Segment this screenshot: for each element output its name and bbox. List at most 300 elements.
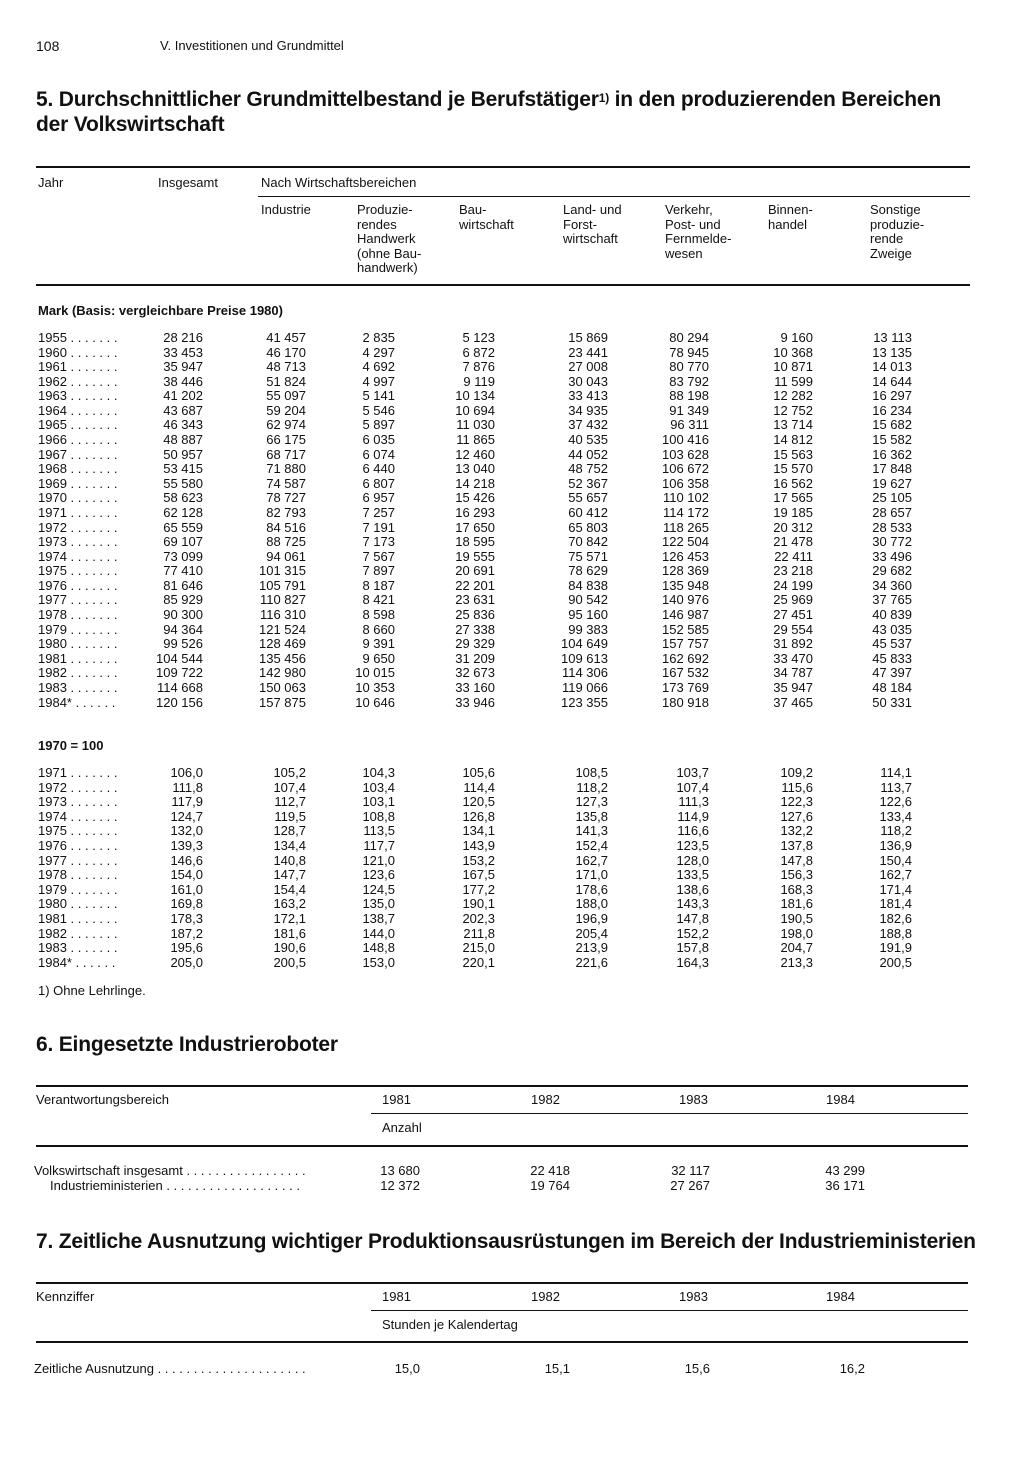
cell-handwerk: 4 997 (362, 373, 395, 389)
cell-handwerk: 7 191 (362, 519, 395, 535)
cell-insgesamt: 62 128 (163, 504, 203, 520)
table-row (0, 375, 1024, 390)
cell-verkehr: 80 294 (669, 330, 709, 345)
cell-bauwirtschaft: 33 946 (455, 694, 495, 710)
cell-bauwirtschaft: 120,5 (462, 794, 495, 810)
table-row (0, 331, 1024, 346)
cell-handwerk: 124,5 (362, 881, 395, 897)
cell-industrie: 128,7 (273, 823, 306, 839)
table5-group-rule (258, 196, 970, 197)
cell-industrie: 163,2 (273, 896, 306, 912)
cell-verkehr: 135 948 (662, 577, 709, 593)
cell-handwerk: 144,0 (362, 925, 395, 941)
cell-sonstige: 30 772 (872, 534, 912, 550)
cell-verkehr: 143,3 (676, 896, 709, 912)
cell-handwerk: 5 897 (362, 417, 395, 433)
table7-year-1983: 1983 (679, 1289, 708, 1304)
table5-title-rest: in den produzierenden Bereichen (609, 88, 941, 111)
cell-bauwirtschaft: 22 201 (455, 577, 495, 593)
row-year: 1984* . . . . . . (38, 954, 116, 970)
cell-handwerk: 7 567 (362, 548, 395, 564)
row-year: 1965 . . . . . . . (38, 417, 118, 433)
cell-handwerk: 104,3 (362, 765, 395, 780)
cell-landwirtschaft: 44 052 (568, 446, 608, 462)
cell-handwerk: 7 173 (362, 534, 395, 550)
cell-industrie: 135 456 (259, 650, 306, 666)
table-row (0, 506, 1024, 521)
col-header-group: Nach Wirtschaftsbereichen (261, 175, 417, 190)
table-row (0, 491, 1024, 506)
cell-verkehr: 103 628 (662, 446, 709, 462)
table-row (0, 1164, 1024, 1179)
cell-insgesamt: 124,7 (170, 808, 203, 824)
cell-handwerk: 8 421 (362, 592, 395, 608)
cell-industrie: 134,4 (273, 838, 306, 853)
cell-insgesamt: 90 300 (163, 607, 203, 623)
cell-handwerk: 6 440 (362, 461, 395, 477)
row-year: 1983 . . . . . . . (38, 679, 118, 695)
cell-verkehr: 128 369 (662, 563, 709, 579)
cell-sonstige: 13 135 (872, 344, 912, 360)
cell-industrie: 110 827 (259, 592, 306, 608)
table-row (0, 696, 1024, 711)
cell-bauwirtschaft: 220,1 (462, 954, 495, 970)
cell-verkehr: 83 792 (669, 373, 709, 389)
cell-binnenhandel: 11 599 (774, 373, 813, 389)
table-row (0, 766, 1024, 781)
cell-binnenhandel: 156,3 (780, 867, 813, 883)
cell-industrie: 68 717 (266, 446, 306, 462)
row-year: 1969 . . . . . . . (38, 475, 118, 491)
table-row (0, 956, 1024, 971)
cell-verkehr: 123,5 (676, 838, 709, 853)
cell-bauwirtschaft: 23 631 (455, 592, 495, 608)
cell-sonstige: 133,4 (879, 808, 912, 824)
cell-landwirtschaft: 37 432 (568, 417, 608, 433)
cell-binnenhandel: 27 451 (773, 607, 813, 623)
cell-industrie: 94 061 (266, 548, 306, 564)
cell-industrie: 74 587 (266, 475, 306, 491)
table5-header-bottom-rule (36, 284, 970, 286)
cell-bauwirtschaft: 9 119 (463, 373, 495, 389)
cell-binnenhandel: 190,5 (780, 911, 813, 926)
row-year: 1984* . . . . . . (38, 694, 116, 710)
cell-binnenhandel: 24 199 (773, 577, 813, 593)
cell-binnenhandel: 127,6 (780, 808, 813, 824)
cell-bauwirtschaft: 114,4 (463, 779, 495, 795)
cell-binnenhandel: 22 411 (774, 548, 813, 564)
cell-year-0: 13 680 (380, 1163, 420, 1178)
cell-verkehr: 128,0 (676, 852, 709, 868)
row-year: 1968 . . . . . . . (38, 461, 118, 477)
col-header-verkehr: Verkehr, Post- und Fernmelde- wesen (665, 202, 732, 261)
cell-sonstige: 136,9 (879, 838, 912, 853)
table6-header-bottom-rule (36, 1145, 968, 1147)
cell-sonstige: 48 184 (872, 679, 912, 695)
table5-title (36, 88, 996, 112)
cell-industrie: 82 793 (266, 504, 306, 520)
cell-industrie: 62 974 (266, 417, 306, 433)
cell-bauwirtschaft: 13 040 (455, 461, 495, 477)
cell-insgesamt: 154,0 (170, 867, 203, 883)
cell-insgesamt: 104 544 (156, 650, 203, 666)
table-row (0, 637, 1024, 652)
cell-bauwirtschaft: 18 595 (455, 534, 495, 550)
cell-handwerk: 6 957 (362, 490, 395, 506)
cell-verkehr: 180 918 (662, 694, 709, 710)
cell-sonstige: 47 397 (872, 665, 912, 681)
table-row (0, 608, 1024, 623)
cell-industrie: 78 727 (266, 490, 306, 506)
cell-verkehr: 114,9 (677, 808, 709, 824)
cell-bauwirtschaft: 215,0 (462, 940, 495, 956)
cell-landwirtschaft: 78 629 (568, 563, 608, 579)
cell-sonstige: 40 839 (872, 607, 912, 623)
cell-bauwirtschaft: 153,2 (462, 852, 495, 868)
cell-industrie: 157 875 (259, 694, 306, 710)
cell-sonstige: 13 113 (873, 330, 912, 345)
cell-industrie: 140,8 (273, 852, 306, 868)
cell-verkehr: 91 349 (669, 402, 709, 418)
table5-title-main: 5. Durchschnittlicher Grundmittelbestand je Berufstätiger (36, 88, 599, 111)
cell-bauwirtschaft: 143,9 (462, 838, 495, 853)
cell-industrie: 48 713 (266, 359, 306, 375)
table7-top-rule (36, 1282, 968, 1284)
cell-binnenhandel: 122,3 (780, 794, 813, 810)
row-year: 1976 . . . . . . . (38, 838, 118, 853)
cell-landwirtschaft: 123 355 (561, 694, 608, 710)
cell-binnenhandel: 115,6 (781, 779, 813, 795)
table7-col-label: Kennziffer (36, 1289, 95, 1304)
table-row (0, 579, 1024, 594)
cell-industrie: 105,2 (273, 765, 306, 780)
cell-landwirtschaft: 40 535 (568, 432, 608, 448)
cell-binnenhandel: 37 465 (773, 694, 813, 710)
cell-handwerk: 10 353 (355, 679, 395, 695)
row-year: 1972 . . . . . . . (38, 779, 118, 795)
cell-industrie: 55 097 (266, 388, 306, 404)
cell-binnenhandel: 15 570 (773, 461, 813, 477)
cell-landwirtschaft: 75 571 (568, 548, 608, 564)
row-year: 1978 . . . . . . . (38, 607, 118, 623)
cell-binnenhandel: 17 565 (773, 490, 813, 506)
cell-verkehr: 106 672 (662, 461, 709, 477)
table-row (0, 593, 1024, 608)
cell-insgesamt: 146,6 (170, 852, 203, 868)
cell-landwirtschaft: 118,2 (576, 779, 608, 795)
row-year: 1979 . . . . . . . (38, 621, 118, 637)
cell-insgesamt: 99 526 (163, 636, 203, 652)
cell-industrie: 51 824 (266, 373, 306, 389)
cell-year-2: 32 117 (671, 1163, 710, 1178)
cell-insgesamt: 187,2 (170, 925, 203, 941)
cell-bauwirtschaft: 17 650 (455, 519, 495, 535)
cell-landwirtschaft: 152,4 (575, 838, 608, 853)
cell-verkehr: 138,6 (676, 881, 709, 897)
row-year: 1975 . . . . . . . (38, 823, 118, 839)
cell-binnenhandel: 34 787 (773, 665, 813, 681)
table5-footnote: 1) Ohne Lehrlinge. (38, 983, 146, 998)
cell-binnenhandel: 19 185 (773, 504, 813, 520)
row-year: 1980 . . . . . . . (38, 636, 118, 652)
cell-binnenhandel: 147,8 (780, 852, 813, 868)
cell-bauwirtschaft: 11 865 (456, 432, 495, 448)
cell-insgesamt: 33 453 (163, 344, 203, 360)
table-row (0, 1179, 1024, 1194)
cell-industrie: 172,1 (273, 911, 306, 926)
cell-industrie: 105 791 (259, 577, 306, 593)
cell-verkehr: 152 585 (662, 621, 709, 637)
cell-landwirtschaft: 221,6 (575, 954, 608, 970)
cell-bauwirtschaft: 15 426 (455, 490, 495, 506)
cell-bauwirtschaft: 177,2 (462, 881, 495, 897)
cell-bauwirtschaft: 211,8 (463, 925, 495, 941)
row-label: Industrieministerien . . . . . . . . . . . . . . . . . . . (50, 1178, 300, 1193)
cell-industrie: 46 170 (266, 344, 306, 360)
cell-binnenhandel: 109,2 (780, 765, 813, 780)
table-row (0, 652, 1024, 667)
cell-verkehr: 96 311 (670, 417, 709, 433)
cell-sonstige: 113,7 (880, 779, 912, 795)
cell-handwerk: 8 660 (362, 621, 395, 637)
row-year: 1961 . . . . . . . (38, 359, 118, 375)
row-year: 1975 . . . . . . . (38, 563, 118, 579)
cell-bauwirtschaft: 11 030 (456, 417, 495, 433)
table6-year-1981: 1981 (382, 1092, 411, 1107)
cell-binnenhandel: 23 218 (773, 563, 813, 579)
cell-bauwirtschaft: 134,1 (462, 823, 495, 839)
cell-handwerk: 7 257 (362, 504, 395, 520)
cell-handwerk: 9 650 (362, 650, 395, 666)
section-label-mark: Mark (Basis: vergleichbare Preise 1980) (38, 303, 283, 318)
cell-handwerk: 8 187 (362, 577, 395, 593)
table6-col-label: Verantwortungsbereich (36, 1092, 169, 1107)
table-row (0, 666, 1024, 681)
cell-binnenhandel: 132,2 (780, 823, 813, 839)
cell-sonstige: 200,5 (879, 954, 912, 970)
row-year: 1955 . . . . . . . (38, 330, 118, 345)
cell-year-1: 19 764 (530, 1178, 570, 1193)
cell-landwirtschaft: 196,9 (575, 911, 608, 926)
cell-handwerk: 148,8 (362, 940, 395, 956)
cell-sonstige: 15 582 (872, 432, 912, 448)
col-header-jahr: Jahr (38, 175, 64, 190)
table-row (0, 535, 1024, 550)
table-row (0, 824, 1024, 839)
cell-insgesamt: 111,8 (172, 779, 203, 795)
cell-insgesamt: 161,0 (170, 881, 203, 897)
cell-landwirtschaft: 65 803 (568, 519, 608, 535)
row-year: 1973 . . . . . . . (38, 534, 118, 550)
cell-landwirtschaft: 55 657 (568, 490, 608, 506)
cell-insgesamt: 85 929 (163, 592, 203, 608)
cell-industrie: 112,7 (274, 794, 306, 810)
cell-binnenhandel: 13 714 (773, 417, 813, 433)
cell-landwirtschaft: 99 383 (568, 621, 608, 637)
table-row (0, 810, 1024, 825)
cell-handwerk: 153,0 (362, 954, 395, 970)
cell-landwirtschaft: 104 649 (561, 636, 608, 652)
cell-insgesamt: 132,0 (170, 823, 203, 839)
cell-sonstige: 45 537 (872, 636, 912, 652)
cell-bauwirtschaft: 12 460 (455, 446, 495, 462)
cell-verkehr: 116,6 (677, 823, 709, 839)
table-row (0, 912, 1024, 927)
cell-handwerk: 123,6 (362, 867, 395, 883)
cell-industrie: 181,6 (273, 925, 306, 941)
table7-header-bottom-rule (36, 1341, 968, 1343)
cell-industrie: 71 880 (266, 461, 306, 477)
row-year: 1971 . . . . . . . (38, 504, 118, 520)
row-year: 1963 . . . . . . . (38, 388, 118, 404)
table-row (0, 795, 1024, 810)
cell-year-2: 27 267 (670, 1178, 710, 1193)
row-year: 1977 . . . . . . . (38, 852, 118, 868)
table-row (0, 781, 1024, 796)
cell-handwerk: 5 141 (362, 388, 395, 404)
cell-handwerk: 10 646 (355, 694, 395, 710)
cell-bauwirtschaft: 16 293 (455, 504, 495, 520)
cell-landwirtschaft: 108,5 (575, 765, 608, 780)
row-year: 1977 . . . . . . . (38, 592, 118, 608)
cell-insgesamt: 81 646 (163, 577, 203, 593)
row-year: 1978 . . . . . . . (38, 867, 118, 883)
cell-industrie: 147,7 (273, 867, 306, 883)
cell-industrie: 121 524 (259, 621, 306, 637)
cell-binnenhandel: 137,8 (780, 838, 813, 853)
cell-bauwirtschaft: 33 160 (455, 679, 495, 695)
table5-top-rule (36, 166, 970, 168)
cell-insgesamt: 178,3 (170, 911, 203, 926)
row-year: 1981 . . . . . . . (38, 911, 118, 926)
cell-insgesamt: 205,0 (170, 954, 203, 970)
cell-bauwirtschaft: 31 209 (455, 650, 495, 666)
cell-sonstige: 150,4 (879, 852, 912, 868)
table-row (0, 477, 1024, 492)
row-year: 1974 . . . . . . . (38, 808, 118, 824)
cell-landwirtschaft: 178,6 (575, 881, 608, 897)
table-row (0, 550, 1024, 565)
cell-landwirtschaft: 109 613 (561, 650, 608, 666)
cell-verkehr: 111,3 (678, 794, 709, 810)
cell-binnenhandel: 213,3 (780, 954, 813, 970)
cell-landwirtschaft: 84 838 (568, 577, 608, 593)
row-year: 1971 . . . . . . . (38, 765, 118, 780)
cell-sonstige: 181,4 (879, 896, 912, 912)
cell-sonstige: 14 644 (872, 373, 912, 389)
cell-industrie: 142 980 (259, 665, 306, 681)
cell-verkehr: 107,4 (676, 779, 709, 795)
cell-landwirtschaft: 162,7 (575, 852, 608, 868)
cell-year-1: 22 418 (530, 1163, 570, 1178)
cell-handwerk: 103,1 (362, 794, 395, 810)
cell-sonstige: 162,7 (879, 867, 912, 883)
row-year: 1983 . . . . . . . (38, 940, 118, 956)
table-row (0, 360, 1024, 375)
row-year: 1966 . . . . . . . (38, 432, 118, 448)
table6-unit: Anzahl (382, 1120, 422, 1135)
cell-year-0: 12 372 (380, 1178, 420, 1193)
cell-verkehr: 162 692 (662, 650, 709, 666)
table-row (0, 418, 1024, 433)
cell-binnenhandel: 12 282 (773, 388, 813, 404)
cell-bauwirtschaft: 190,1 (462, 896, 495, 912)
cell-handwerk: 103,4 (362, 779, 395, 795)
cell-sonstige: 16 297 (872, 388, 912, 404)
table-row (0, 389, 1024, 404)
cell-insgesamt: 50 957 (163, 446, 203, 462)
table7-title: 7. Zeitliche Ausnutzung wichtiger Produktionsausrüstungen im Bereich der Industrieministerien (36, 1230, 976, 1253)
row-year: 1962 . . . . . . . (38, 373, 118, 389)
cell-industrie: 190,6 (273, 940, 306, 956)
cell-insgesamt: 139,3 (170, 838, 203, 853)
row-year: 1960 . . . . . . . (38, 344, 118, 360)
cell-sonstige: 188,8 (879, 925, 912, 941)
table6-top-rule (36, 1085, 968, 1087)
cell-landwirtschaft: 60 412 (568, 504, 608, 520)
cell-insgesamt: 117,9 (171, 794, 203, 810)
cell-insgesamt: 114 668 (156, 679, 203, 695)
cell-handwerk: 117,7 (363, 838, 395, 853)
cell-sonstige: 19 627 (872, 475, 912, 491)
cell-binnenhandel: 25 969 (773, 592, 813, 608)
cell-verkehr: 167 532 (662, 665, 709, 681)
cell-handwerk: 9 391 (362, 636, 395, 652)
table5-title-line2: der Volkswirtschaft (36, 113, 225, 136)
cell-insgesamt: 55 580 (163, 475, 203, 491)
col-header-insgesamt: Insgesamt (158, 175, 218, 190)
cell-bauwirtschaft: 27 338 (455, 621, 495, 637)
row-label: Zeitliche Ausnutzung . . . . . . . . . . . . . . . . . . . . . (34, 1361, 306, 1376)
cell-handwerk: 4 297 (362, 344, 395, 360)
cell-sonstige: 191,9 (879, 940, 912, 956)
cell-binnenhandel: 20 312 (773, 519, 813, 535)
cell-sonstige: 114,1 (880, 765, 912, 780)
cell-handwerk: 138,7 (362, 911, 395, 926)
table7-unit: Stunden je Kalendertag (382, 1317, 518, 1332)
row-year: 1982 . . . . . . . (38, 665, 118, 681)
cell-handwerk: 135,0 (362, 896, 395, 912)
col-header-bauwirtschaft: Bau- wirtschaft (459, 202, 514, 232)
cell-bauwirtschaft: 5 123 (462, 330, 495, 345)
cell-verkehr: 164,3 (676, 954, 709, 970)
cell-binnenhandel: 21 478 (773, 534, 813, 550)
col-header-handwerk: Produzie- rendes Handwerk (ohne Bau- handwerk) (357, 202, 422, 275)
cell-sonstige: 25 105 (872, 490, 912, 506)
cell-landwirtschaft: 171,0 (575, 867, 608, 883)
cell-insgesamt: 28 216 (163, 330, 203, 345)
cell-landwirtschaft: 27 008 (568, 359, 608, 375)
cell-bauwirtschaft: 7 876 (462, 359, 495, 375)
cell-industrie: 154,4 (273, 881, 306, 897)
row-year: 1980 . . . . . . . (38, 896, 118, 912)
cell-bauwirtschaft: 167,5 (462, 867, 495, 883)
cell-landwirtschaft: 141,3 (575, 823, 608, 839)
cell-insgesamt: 69 107 (163, 534, 203, 550)
cell-bauwirtschaft: 6 872 (462, 344, 495, 360)
row-year: 1964 . . . . . . . (38, 402, 118, 418)
row-year: 1976 . . . . . . . (38, 577, 118, 593)
cell-industrie: 41 457 (266, 330, 306, 345)
table6-title: 6. Eingesetzte Industrieroboter (36, 1033, 338, 1056)
cell-landwirtschaft: 205,4 (575, 925, 608, 941)
cell-sonstige: 14 013 (872, 359, 912, 375)
cell-bauwirtschaft: 19 555 (455, 548, 495, 564)
table7-mid-rule (371, 1310, 968, 1311)
cell-landwirtschaft: 213,9 (575, 940, 608, 956)
cell-handwerk: 6 807 (362, 475, 395, 491)
cell-sonstige: 50 331 (872, 694, 912, 710)
